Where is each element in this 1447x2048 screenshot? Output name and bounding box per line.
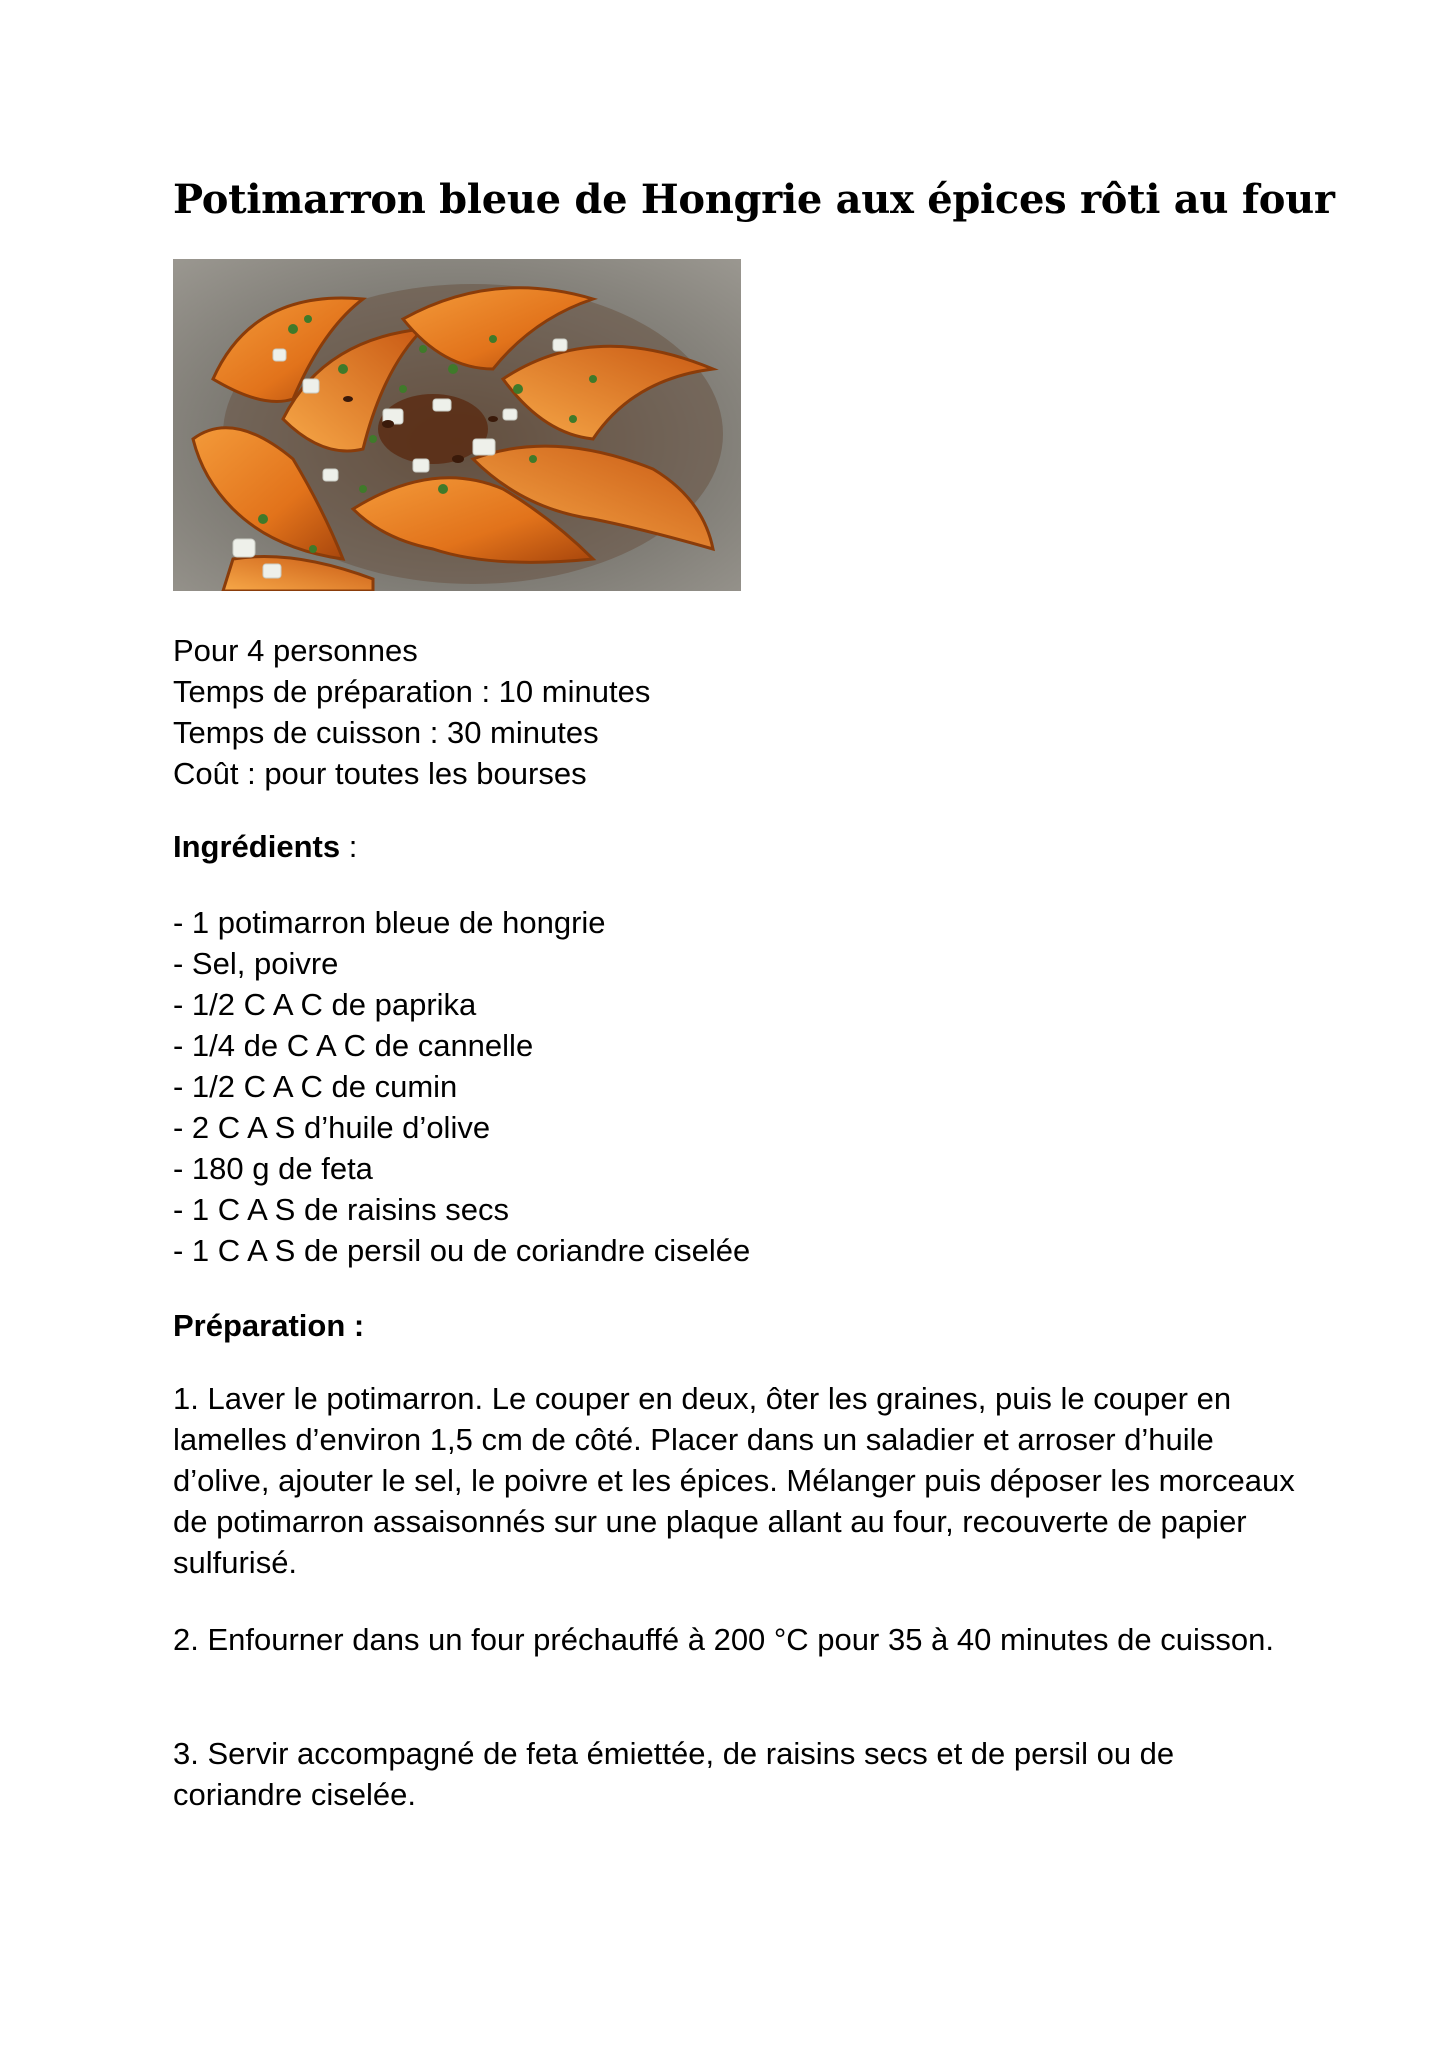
prep-time: Temps de préparation : 10 minutes	[173, 674, 651, 709]
preparation-step-1: 1. Laver le potimarron. Le couper en deux, ôter les graines, puis le couper en lamelles d’environ 1,5 cm de côté. Placer dans un saladier et arroser d’huile d’olive, ajouter le sel, le poivre et les épices. Mélanger puis déposer les morceaux de potimarron assaisonnés sur une plaque allant au four, recouverte de papier sulfurisé.	[173, 1381, 1295, 1580]
preparation-step-3: 3. Servir accompagné de feta émiettée, de raisins secs et de persil ou de coriandre ciselée.	[173, 1736, 1175, 1812]
ingredient-item: - 1/4 de C A C de cannelle	[173, 1028, 534, 1063]
ingredient-item: - 1 C A S de raisins secs	[173, 1192, 509, 1227]
preparation-step-2: 2. Enfourner dans un four préchauffé à 200 °C pour 35 à 40 minutes de cuisson.	[173, 1622, 1274, 1657]
recipe-title: Potimarron bleue de Hongrie aux épices rôti au four	[173, 176, 1335, 223]
ingredient-item: - 1/2 C A C de cumin	[173, 1069, 458, 1104]
cost: Coût : pour toutes les bourses	[173, 756, 587, 791]
ingredients-list	[173, 902, 750, 1271]
ingredient-item: - 1/2 C A C de paprika	[173, 987, 477, 1022]
ingredients-heading	[173, 826, 357, 867]
ingredient-item: - 180 g de feta	[173, 1151, 373, 1186]
roasted-squash-image	[173, 259, 741, 591]
recipe-info	[173, 630, 650, 794]
servings: Pour 4 personnes	[173, 633, 418, 668]
ingredient-item: - 1 potimarron bleue de hongrie	[173, 905, 606, 940]
preparation-heading-label: Préparation :	[173, 1308, 365, 1343]
ingredients-heading-label: Ingrédients	[173, 829, 341, 864]
ingredient-item: - 2 C A S d’huile d’olive	[173, 1110, 491, 1145]
ingredients-heading-colon: :	[340, 829, 358, 864]
cook-time: Temps de cuisson : 30 minutes	[173, 715, 599, 750]
preparation-heading	[173, 1305, 364, 1346]
ingredient-item: - 1 C A S de persil ou de coriandre ciselée	[173, 1233, 751, 1268]
recipe-photo	[173, 259, 741, 591]
ingredient-item: - Sel, poivre	[173, 946, 339, 981]
